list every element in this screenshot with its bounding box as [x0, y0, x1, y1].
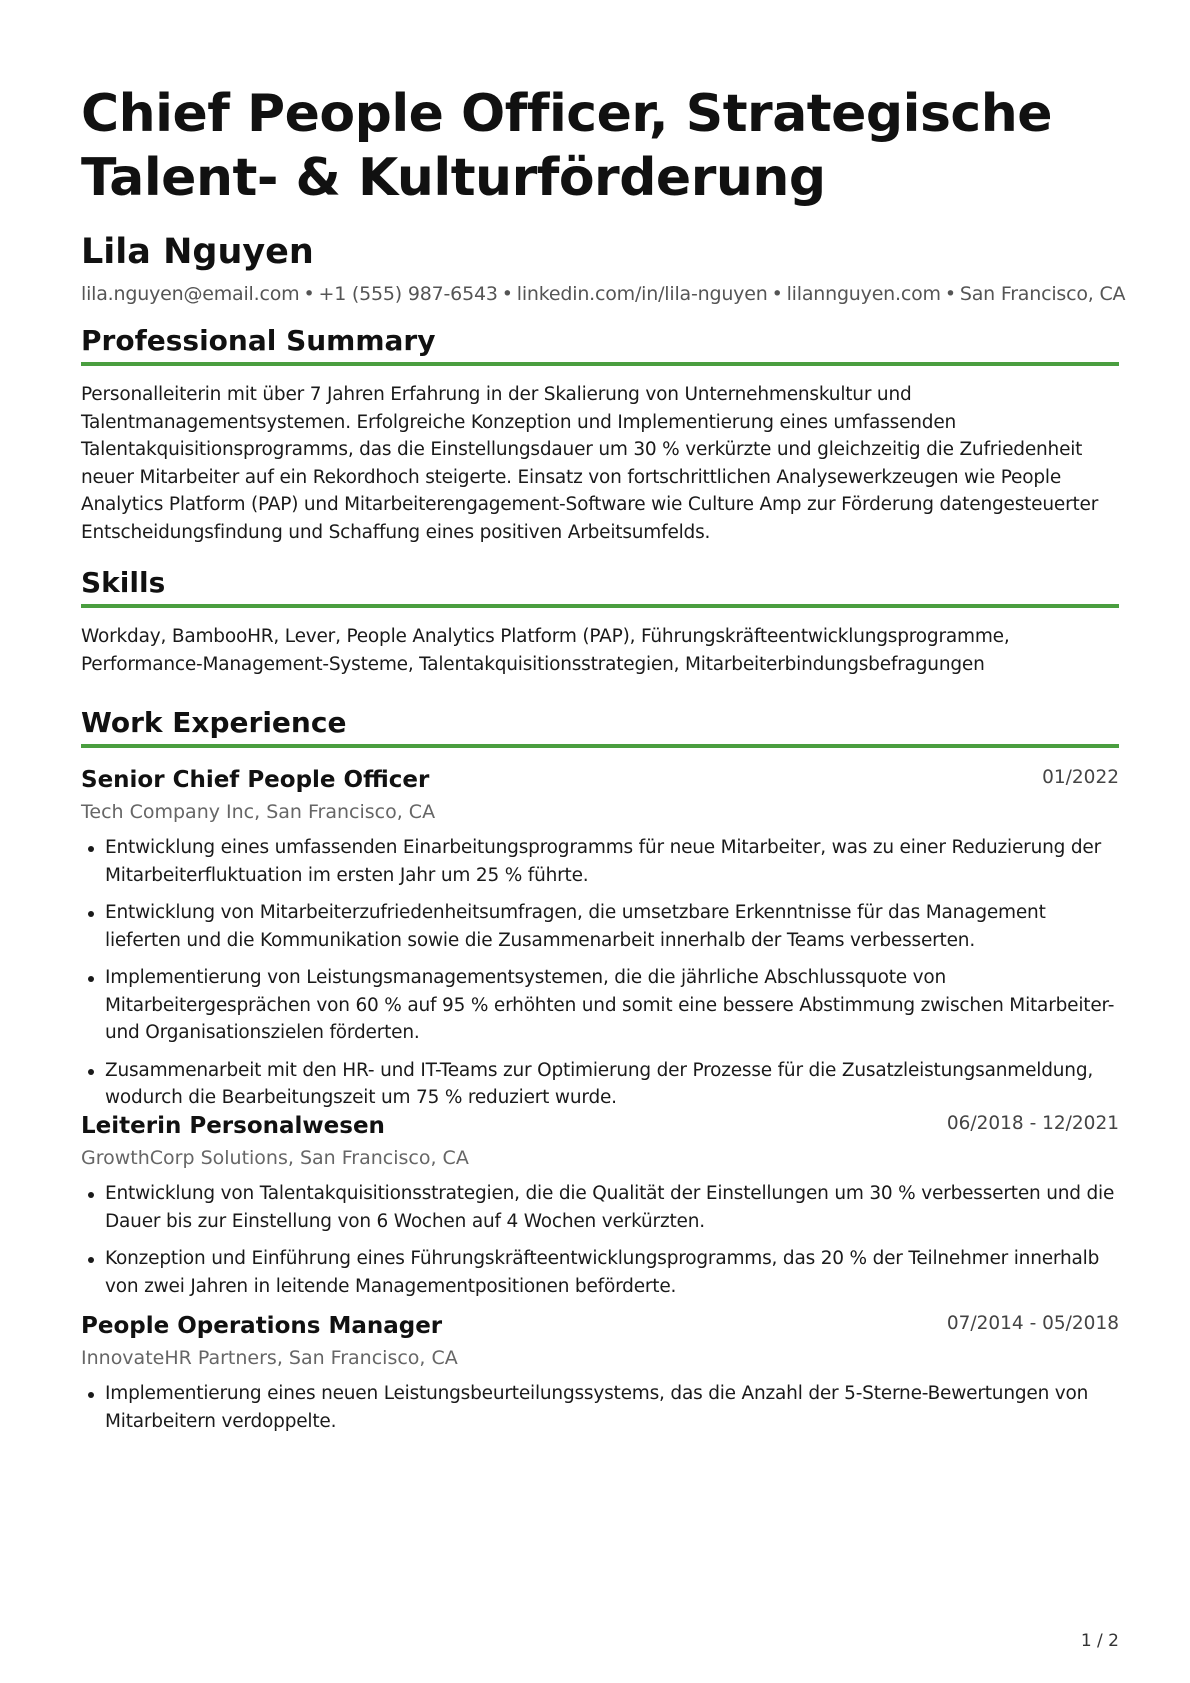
job-bullet [81, 1180, 1121, 1235]
document-title [81, 82, 1081, 210]
job-bullet-text: Konzeption und Einführung eines Führungskräfteentwicklungsprogramms, das 20 % der Teilnehmer innerhalb von zwei Jahren in leitende Managementpositionen beförderte. [105, 1248, 1100, 1297]
job-bullet-text: Entwicklung eines umfassenden Einarbeitungsprogramms für neue Mitarbeiter, was zu einer Reduzierung der Mitarbeiterfluktuation im ersten Jahr um 25 % führte. [105, 837, 1101, 886]
job-bullet-text: Zusammenarbeit mit den HR- und IT-Teams zur Optimierung der Prozesse für die Zusatzleistungsanmeldung, wodurch die Bearbeitungszeit um 75 % reduziert wurde. [105, 1059, 1094, 1108]
summary-divider [81, 362, 1119, 366]
job-company: InnovateHR Partners, San Francisco, CA [81, 1347, 458, 1369]
job-bullet [81, 834, 1121, 889]
job-bullet [81, 964, 1121, 1047]
bullet-dot-icon [88, 911, 94, 917]
experience-divider [81, 744, 1119, 748]
skills-text: Workday, BambooHR, Lever, People Analytics Platform (PAP), Führungskräfteentwicklungsprogramme, Performance-Management-Systeme, Talentakquisitionsstrategien, Mitarbeiterbindungsbefragungen [81, 626, 1010, 675]
bullet-dot-icon [88, 1257, 94, 1263]
bullet-dot-icon [88, 976, 94, 982]
job-date: 06/2018 - 12/2021 [946, 1113, 1119, 1134]
bullet-dot-icon [88, 1392, 94, 1398]
job-title: Leiterin Personalwesen [81, 1113, 385, 1139]
contact-separator: • [303, 283, 315, 305]
job-title: Senior Chief People Officer [81, 767, 430, 793]
job-bullets [81, 1180, 1121, 1310]
summary-heading: Professional Summary [81, 324, 436, 357]
job-bullet [81, 1245, 1121, 1300]
contact-separator: • [771, 283, 783, 305]
contact-phone[interactable]: +1 (555) 987-6543 [318, 283, 498, 305]
experience-heading: Work Experience [81, 706, 347, 739]
job-bullet-text: Entwicklung von Mitarbeiterzufriedenheitsumfragen, die umsetzbare Erkenntnisse für das Management lieferten und die Kommunikation sowie die Zusammenarbeit innerhalb der Teams verbesserten. [105, 902, 1046, 951]
contact-location: San Francisco, CA [959, 283, 1126, 305]
person-name: Lila Nguyen [81, 232, 314, 272]
job-bullet [81, 1057, 1121, 1112]
job-company: GrowthCorp Solutions, San Francisco, CA [81, 1147, 469, 1169]
contact-info [81, 281, 1141, 307]
contact-linkedin[interactable]: linkedin.com/in/lila-nguyen [516, 283, 768, 305]
document-title-line-2: Talent- & Kulturförderung [81, 148, 826, 208]
bullet-dot-icon [88, 1192, 94, 1198]
job-date: 07/2014 - 05/2018 [946, 1313, 1119, 1334]
job-bullet-text: Implementierung eines neuen Leistungsbeurteilungssystems, das die Anzahl der 5-Sterne-Bewertungen von Mitarbeitern verdoppelte. [105, 1383, 1089, 1432]
summary-text: Personalleiterin mit über 7 Jahren Erfahrung in der Skalierung von Unternehmenskultur und Talentmanagementsystemen. Erfolgreiche Konzeption und Implementierung eines umfassenden Talentakquisitionsprogramms, das die Einstellungsdauer um 30 % verkürzte und gleichzeitig die Zufriedenheit neuer Mitarbeiter auf ein Rekordhoch steigerte. Einsatz von fortschrittlichen Analysewerkzeugen wie People Analytics Platform (PAP) und Mitarbeiterengagement-Software wie Culture Amp zur Förderung datengesteuerter Entscheidungsfindung und Schaffung eines positiven Arbeitsumfelds. [81, 384, 1099, 543]
job-bullet-text: Entwicklung von Talentakquisitionsstrategien, die die Qualität der Einstellungen um 30 % verbesserten und die Dauer bis zur Einstellung von 6 Wochen auf 4 Wochen verkürzten. [105, 1183, 1115, 1232]
job-title: People Operations Manager [81, 1313, 443, 1339]
contact-email[interactable]: lila.nguyen@email.com [81, 283, 300, 305]
contact-separator: • [944, 283, 956, 305]
contact-website[interactable]: lilannguyen.com [786, 283, 941, 305]
skills-divider [81, 604, 1119, 608]
job-bullet [81, 1380, 1121, 1435]
job-bullets [81, 834, 1121, 1122]
job-bullet-text: Implementierung von Leistungsmanagementsystemen, die die jährliche Abschlussquote von Mitarbeitergesprächen von 60 % auf 95 % erhöhten und somit eine bessere Abstimmung zwischen Mitarbeiter- und Organisationszielen förderten. [105, 967, 1115, 1043]
bullet-dot-icon [88, 846, 94, 852]
contact-separator: • [501, 283, 513, 305]
skills-heading: Skills [81, 566, 166, 599]
job-bullets [81, 1380, 1121, 1445]
page-number: 1 / 2 [1080, 1631, 1119, 1651]
job-company: Tech Company Inc, San Francisco, CA [81, 801, 436, 823]
job-date: 01/2022 [1042, 767, 1119, 788]
job-bullet [81, 899, 1121, 954]
document-title-line-1: Chief People Officer, Strategische [81, 84, 1053, 144]
bullet-dot-icon [88, 1069, 94, 1075]
